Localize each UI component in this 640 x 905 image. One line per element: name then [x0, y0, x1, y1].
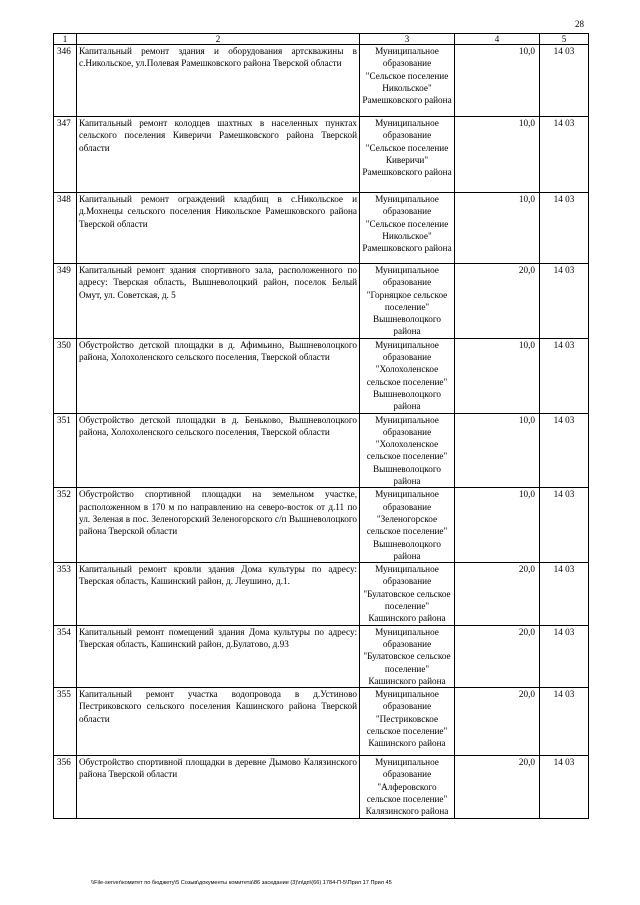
page-number: 28 [575, 19, 584, 29]
work-description: Обустройство спортивной площадки в деревне Дымово Калязинского района Тверской области [77, 756, 360, 818]
budget-code: 14 03 [540, 488, 589, 563]
table-row [54, 193, 589, 264]
budget-code: 14 03 [540, 45, 589, 117]
municipality: Муниципальное образование "Алферовского сельское поселение" Калязинского района [360, 756, 455, 818]
budget-code: 14 03 [540, 264, 589, 339]
budget-code: 14 03 [540, 338, 589, 413]
amount: 20,0 [455, 563, 540, 625]
amount: 10,0 [455, 413, 540, 488]
work-description: Капитальный ремонт здания спортивного зала, расположенного по адресу: Тверская область, Вышневолоцкий район, поселок Белый Омут, ул. Советская, д. 5 [77, 264, 360, 339]
amount: 10,0 [455, 193, 540, 264]
amount: 20,0 [455, 625, 540, 687]
row-number: 355 [54, 688, 77, 756]
table-row [54, 338, 589, 413]
table-row [54, 756, 589, 818]
amount: 20,0 [455, 264, 540, 339]
work-description: Обустройство детской площадки в д. Афимьино, Вышневолоцкого района, Холохоленского сельского поселения, Тверской области [77, 338, 360, 413]
municipality: Муниципальное образование "Сельское поселение Никольское" Рамешковского района [360, 193, 455, 264]
table-row [54, 625, 589, 687]
municipality: Муниципальное образование "Булатовское сельское поселение" Кашинского района [360, 625, 455, 687]
amount: 10,0 [455, 117, 540, 193]
budget-code: 14 03 [540, 688, 589, 756]
row-number: 356 [54, 756, 77, 818]
column-header: 3 [360, 34, 455, 45]
column-header: 2 [77, 34, 360, 45]
table-row [54, 488, 589, 563]
municipality: Муниципальное образование "Холохоленское сельское поселение" Вышневолоцкого района [360, 413, 455, 488]
municipality: Муниципальное образование "Булатовское сельское поселение" Кашинского района [360, 563, 455, 625]
work-description: Капитальный ремонт кровли здания Дома культуры по адресу: Тверская область, Кашинский район, д. Леушино, д.1. [77, 563, 360, 625]
row-number: 349 [54, 264, 77, 339]
column-header: 4 [455, 34, 540, 45]
row-number: 352 [54, 488, 77, 563]
row-number: 354 [54, 625, 77, 687]
row-number: 350 [54, 338, 77, 413]
amount: 10,0 [455, 488, 540, 563]
table-row [54, 45, 589, 117]
amount: 20,0 [455, 688, 540, 756]
table-row [54, 563, 589, 625]
row-number: 348 [54, 193, 77, 264]
municipality: Муниципальное образование "Сельское поселение Никольское" Рамешковского района [360, 45, 455, 117]
municipality: Муниципальное образование "Пестриковское сельское поселение" Кашинского района [360, 688, 455, 756]
budget-table [53, 33, 589, 819]
table-row [54, 413, 589, 488]
work-description: Обустройство спортивной площадки на земельном участке, расположенном в 170 м по направлению на северо-восток от д.11 по ул. Зеленая в пос. Зеленогорский Зеленогорского с/п Вышневолоцкого района Тверской области [77, 488, 360, 563]
table-row [54, 117, 589, 193]
work-description: Капитальный ремонт помещений здания Дома культуры по адресу: Тверская область, Кашинский район, д.Булатово, д.93 [77, 625, 360, 687]
work-description: Капитальный ремонт ограждений кладбищ в с.Никольское и д.Мохнецы сельского поселения Никольское Рамешковского района Тверской области [77, 193, 360, 264]
budget-code: 14 03 [540, 413, 589, 488]
file-path-footer: \\File-server\комитет по бюджету\5 Созыв\документы комитета\86 заседание (3)\п\дп\(66) 1784-П-5\Прил 17 Прил 45 [91, 880, 392, 886]
municipality: Муниципальное образование "Зеленогорское сельское поселение" Вышневолоцкого района [360, 488, 455, 563]
row-number: 353 [54, 563, 77, 625]
budget-code: 14 03 [540, 193, 589, 264]
municipality: Муниципальное образование "Сельское поселение Киверичи" Рамешковского района [360, 117, 455, 193]
table-row [54, 264, 589, 339]
budget-code: 14 03 [540, 563, 589, 625]
column-header: 5 [540, 34, 589, 45]
table-row [54, 688, 589, 756]
work-description: Капитальный ремонт участка водопровода в д.Устиново Пестриковского сельского поселения Кашинского района Тверской области [77, 688, 360, 756]
budget-code: 14 03 [540, 625, 589, 687]
work-description: Обустройство детской площадки в д. Беньково, Вышневолоцкого района, Холохоленского сельского поселения, Тверской области [77, 413, 360, 488]
amount: 20,0 [455, 756, 540, 818]
column-header: 1 [54, 34, 77, 45]
work-description: Капитальный ремонт здания и оборудования артскважины в с.Никольское, ул.Полевая Рамешковского района Тверской области [77, 45, 360, 117]
amount: 10,0 [455, 338, 540, 413]
municipality: Муниципальное образование "Холохоленское сельское поселение" Вышневолоцкого района [360, 338, 455, 413]
row-number: 346 [54, 45, 77, 117]
budget-code: 14 03 [540, 117, 589, 193]
municipality: Муниципальное образование "Горняцкое сельское поселение" Вышневолоцкого района [360, 264, 455, 339]
amount: 10,0 [455, 45, 540, 117]
budget-code: 14 03 [540, 756, 589, 818]
row-number: 347 [54, 117, 77, 193]
row-number: 351 [54, 413, 77, 488]
column-header-row [54, 34, 589, 45]
work-description: Капитальный ремонт колодцев шахтных в населенных пунктах сельского поселения Киверичи Рамешковского района Тверской области [77, 117, 360, 193]
